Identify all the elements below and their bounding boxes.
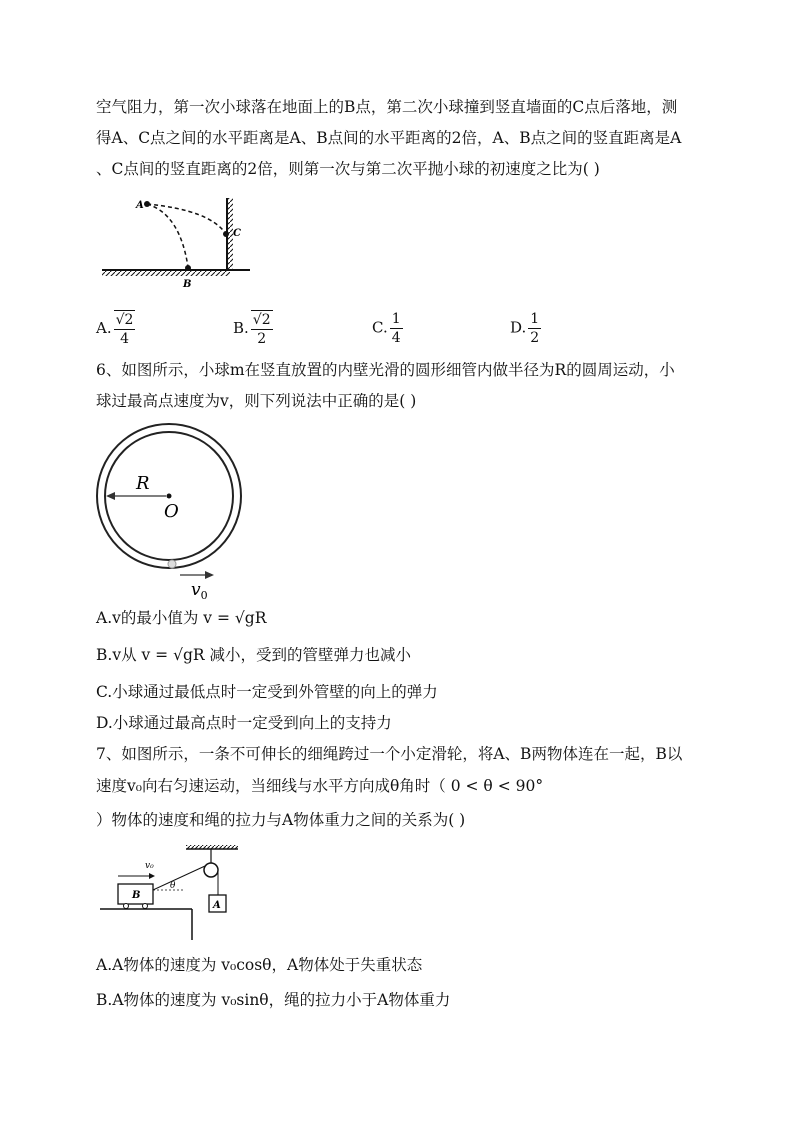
center-O <box>167 494 172 499</box>
trajectory-to-C <box>147 204 226 234</box>
velocity-arrowhead <box>149 873 155 879</box>
q5-option-a[interactable]: A. $\frac{√2}{4}$ <box>96 312 134 347</box>
q5-text-line-3: 、C点间的竖直距离的2倍，则第一次与第二次平抛小球的初速度之比为( ) <box>96 160 600 178</box>
q6-option-a[interactable]: A.v的最小值为 v = √gR <box>96 609 267 627</box>
label-v0: v₀ <box>145 861 154 871</box>
label-A: A <box>213 900 221 911</box>
q5-text-line-2: 得A、C点之间的水平距离是A、B点间的水平距离的2倍，A、B点之间的竖直距离是A <box>96 129 682 147</box>
q6-option-b[interactable]: B.v从 v = √gR 减小，受到的管壁弹力也减小 <box>96 646 411 664</box>
ceiling-hatch <box>186 845 238 849</box>
point-C <box>223 231 229 237</box>
q5-option-b[interactable]: B. $\frac{√2}{2}$ <box>233 312 271 347</box>
velocity-arrowhead <box>205 571 214 579</box>
label-theta: θ <box>170 881 176 891</box>
q7-option-b[interactable]: B.A物体的速度为 v₀sinθ，绳的拉力小于A物体重力 <box>96 991 451 1009</box>
radius-arrowhead <box>106 492 115 500</box>
q5-option-d[interactable]: D. $\frac{1}{2}$ <box>510 311 540 346</box>
q6-text-line-1: 6、如图所示，小球m在竖直放置的内壁光滑的圆形细管内做半径为R的圆周运动，小 <box>96 361 675 379</box>
trajectory-to-B <box>147 204 188 267</box>
ground-hatch <box>102 270 230 276</box>
q6-option-c[interactable]: C.小球通过最低点时一定受到外管壁的向上的弹力 <box>96 683 438 701</box>
point-B <box>185 265 191 271</box>
q7-figure <box>98 842 248 942</box>
rope-to-B <box>153 866 205 890</box>
q6-text-line-2: 球过最高点速度为v，则下列说法中正确的是( ) <box>96 392 417 410</box>
q5-text-line-1: 空气阻力，第一次小球落在地面上的B点，第二次小球撞到竖直墙面的C点后落地，测 <box>96 98 678 116</box>
cart-wheel-right <box>143 904 148 909</box>
q7-text-line-2: 速度v₀向右匀速运动，当细线与水平方向成θ角时（ 0 < θ < 90° <box>96 777 544 795</box>
q7-text-line-1: 7、如图所示，一条不可伸长的细绳跨过一个小定滑轮，将A、B两物体连在一起，B以 <box>96 745 683 763</box>
ball-m <box>168 560 176 568</box>
q6-figure <box>94 425 254 600</box>
q7-option-a[interactable]: A.A物体的速度为 v₀cosθ，A物体处于失重状态 <box>96 956 423 974</box>
pulley <box>204 863 218 877</box>
label-v0: $v_0$ <box>191 580 208 602</box>
q5-figure <box>100 192 260 292</box>
label-C: C <box>233 228 241 239</box>
q7-text-line-3: ）物体的速度和绳的拉力与A物体重力之间的关系为( ) <box>96 811 466 829</box>
label-B: B <box>132 890 141 901</box>
label-B: B <box>183 279 192 290</box>
label-R: R <box>136 473 150 494</box>
cart-wheel-left <box>124 904 129 909</box>
q6-option-d[interactable]: D.小球通过最高点时一定受到向上的支持力 <box>96 714 392 732</box>
label-A: A <box>136 200 144 211</box>
q5-option-c[interactable]: C. $\frac{1}{4}$ <box>372 311 401 346</box>
point-A <box>144 201 150 207</box>
label-O: O <box>164 501 179 522</box>
